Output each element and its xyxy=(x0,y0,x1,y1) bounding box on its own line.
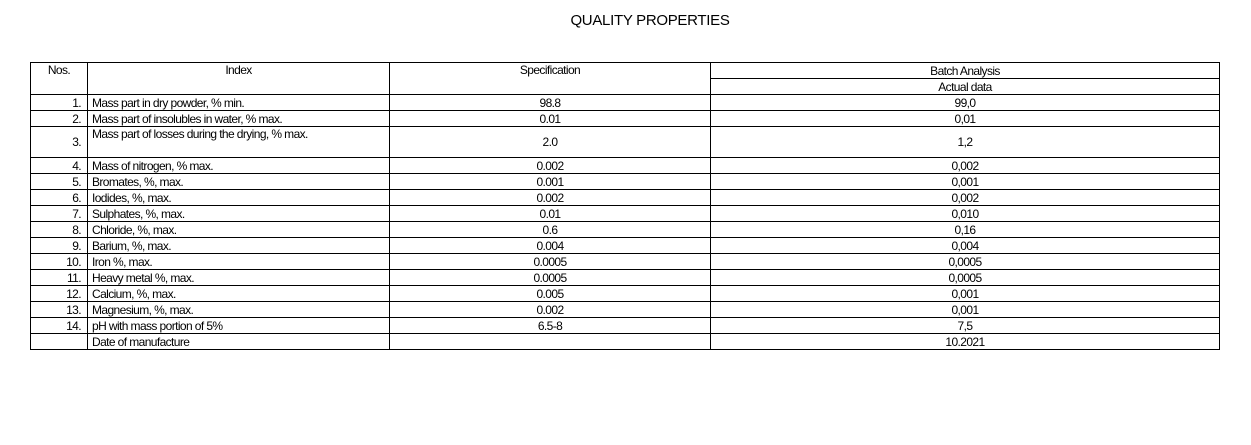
row-specification: 0.002 xyxy=(390,190,711,206)
table-row xyxy=(31,238,1220,254)
table-row xyxy=(31,334,1220,350)
row-index: Iron %, max. xyxy=(88,254,390,270)
row-number: 6. xyxy=(31,190,88,206)
row-number: 3. xyxy=(31,127,88,158)
row-number: 8. xyxy=(31,222,88,238)
row-actual: 0,0005 xyxy=(711,270,1220,286)
table-row xyxy=(31,302,1220,318)
row-actual: 99,0 xyxy=(711,95,1220,111)
table-row xyxy=(31,254,1220,270)
row-actual: 10.2021 xyxy=(711,334,1220,350)
row-index: Barium, %, max. xyxy=(88,238,390,254)
row-number: 14. xyxy=(31,318,88,334)
row-index: Mass of nitrogen, % max. xyxy=(88,158,390,174)
row-specification: 0.0005 xyxy=(390,270,711,286)
row-specification: 0.004 xyxy=(390,238,711,254)
table-row xyxy=(31,286,1220,302)
row-actual: 1,2 xyxy=(711,127,1220,158)
page-title: QUALITY PROPERTIES xyxy=(570,12,730,29)
row-number: 7. xyxy=(31,206,88,222)
row-actual: 0,0005 xyxy=(711,254,1220,270)
row-number: 1. xyxy=(31,95,88,111)
row-actual: 0,001 xyxy=(711,302,1220,318)
header-row xyxy=(31,63,1220,79)
row-specification: 0.001 xyxy=(390,174,711,190)
header-specification: Specification xyxy=(390,63,711,95)
header-actual-data: Actual data xyxy=(711,79,1220,95)
row-specification: 0.0005 xyxy=(390,254,711,270)
row-index: Magnesium, %, max. xyxy=(88,302,390,318)
table-row xyxy=(31,95,1220,111)
table-row xyxy=(31,111,1220,127)
header-nos: Nos. xyxy=(31,63,88,95)
row-specification: 0.01 xyxy=(390,206,711,222)
header-batch-analysis: Batch Analysis xyxy=(711,63,1220,79)
row-index: Mass part of losses during the drying, % max. xyxy=(88,127,390,158)
table-row xyxy=(31,270,1220,286)
row-number: 5. xyxy=(31,174,88,190)
row-actual: 0,002 xyxy=(711,158,1220,174)
row-specification: 2.0 xyxy=(390,127,711,158)
row-number: 4. xyxy=(31,158,88,174)
row-number xyxy=(31,334,88,350)
row-index: Chloride, %, max. xyxy=(88,222,390,238)
table-row xyxy=(31,318,1220,334)
row-actual: 0,01 xyxy=(711,111,1220,127)
row-specification: 98.8 xyxy=(390,95,711,111)
row-number: 11. xyxy=(31,270,88,286)
row-index: Sulphates, %, max. xyxy=(88,206,390,222)
row-number: 13. xyxy=(31,302,88,318)
row-number: 10. xyxy=(31,254,88,270)
row-specification: 0.002 xyxy=(390,158,711,174)
table-row xyxy=(31,206,1220,222)
table-row xyxy=(31,174,1220,190)
row-index: Mass part of insolubles in water, % max. xyxy=(88,111,390,127)
row-specification: 0.002 xyxy=(390,302,711,318)
quality-properties-table xyxy=(30,62,1220,350)
row-actual: 0,010 xyxy=(711,206,1220,222)
row-actual: 0,16 xyxy=(711,222,1220,238)
header-index: Index xyxy=(88,63,390,95)
row-actual: 0,002 xyxy=(711,190,1220,206)
table-row xyxy=(31,190,1220,206)
row-number: 12. xyxy=(31,286,88,302)
row-specification: 0.6 xyxy=(390,222,711,238)
row-specification: 0.01 xyxy=(390,111,711,127)
row-index: Mass part in dry powder, % min. xyxy=(88,95,390,111)
table-row xyxy=(31,158,1220,174)
row-actual: 0,004 xyxy=(711,238,1220,254)
row-index: Bromates, %, max. xyxy=(88,174,390,190)
row-index: Heavy metal %, max. xyxy=(88,270,390,286)
table-row xyxy=(31,222,1220,238)
row-specification: 0.005 xyxy=(390,286,711,302)
row-index: Calcium, %, max. xyxy=(88,286,390,302)
row-actual: 7,5 xyxy=(711,318,1220,334)
row-specification: 6.5-8 xyxy=(390,318,711,334)
row-index: Date of manufacture xyxy=(88,334,390,350)
row-index: pH with mass portion of 5% xyxy=(88,318,390,334)
row-actual: 0,001 xyxy=(711,286,1220,302)
row-number: 2. xyxy=(31,111,88,127)
table-row xyxy=(31,127,1220,158)
row-actual: 0,001 xyxy=(711,174,1220,190)
row-specification xyxy=(390,334,711,350)
row-number: 9. xyxy=(31,238,88,254)
row-index: Iodides, %, max. xyxy=(88,190,390,206)
